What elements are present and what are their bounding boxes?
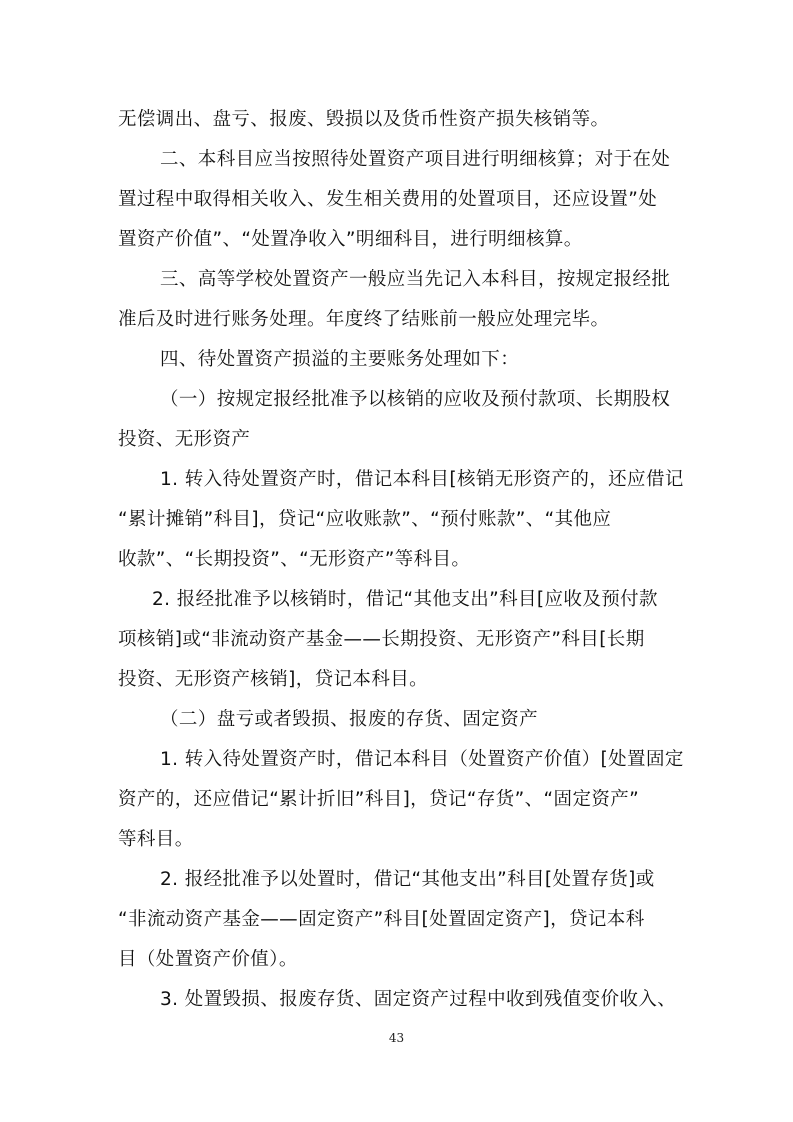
text-line-10: 1. 转入待处置资产时，借记本科目[核销无形资产的，还应借记 bbox=[160, 469, 684, 490]
text-line-20: 2. 报经批准予以处置时，借记“其他支出”科目[处置存货]或 bbox=[160, 869, 655, 890]
text-line-21: “非流动资产基金——固定资产”科目[处置固定资产]，贷记本科 bbox=[118, 909, 645, 930]
text-line-11: “累计摊销”科目]，贷记“应收账款”、“预付账款”、“其他应 bbox=[118, 509, 612, 530]
text-line-2: 二、本科目应当按照待处置资产项目进行明细核算；对于在处 bbox=[160, 149, 671, 170]
text-line-9: 投资、无形资产 bbox=[118, 429, 251, 450]
text-line-19: 等科目。 bbox=[118, 829, 194, 850]
text-line-3: 置过程中取得相关收入、发生相关费用的处置项目，还应设置”处 bbox=[118, 189, 658, 210]
text-line-5: 三、高等学校处置资产一般应当先记入本科目，按规定报经批 bbox=[160, 269, 671, 290]
text-line-23: 3. 处置毁损、报废存货、固定资产过程中收到残值变价收入、 bbox=[160, 989, 677, 1010]
text-line-22: 目（处置资产价值）。 bbox=[118, 949, 298, 970]
text-line-13: 2. 报经批准予以核销时，借记“其他支出”科目[应收及预付款 bbox=[152, 589, 658, 610]
text-line-15: 投资、无形资产核销]，贷记本科目。 bbox=[118, 669, 429, 690]
text-line-12: 收款”、“长期投资”、“无形资产”等科目。 bbox=[118, 549, 471, 570]
text-line-4: 置资产价值”、“处置净收入”明细科目，进行明细核算。 bbox=[118, 229, 583, 250]
text-line-18: 资产的，还应借记“累计折旧”科目]，贷记“存货”、“固定资产” bbox=[118, 789, 640, 810]
text-line-14: 项核销]或“非流动资产基金——长期投资、无形资产”科目[长期 bbox=[118, 629, 645, 650]
text-line-1: 无偿调出、盘亏、报废、毁损以及货币性资产损失核销等。 bbox=[118, 109, 610, 130]
text-line-8: （一）按规定报经批准予以核销的应收及预付款项、长期股权 bbox=[160, 389, 671, 410]
text-line-17: 1. 转入待处置资产时，借记本科目（处置资产价值）[处置固定 bbox=[160, 749, 684, 770]
text-line-6: 准后及时进行账务处理。年度终了结账前一般应处理完毕。 bbox=[118, 309, 610, 330]
text-line-7: 四、待处置资产损溢的主要账务处理如下： bbox=[160, 349, 520, 370]
text-line-16: （二）盘亏或者毁损、报废的存货、固定资产 bbox=[160, 709, 539, 730]
page-number: 43 bbox=[388, 1031, 405, 1045]
